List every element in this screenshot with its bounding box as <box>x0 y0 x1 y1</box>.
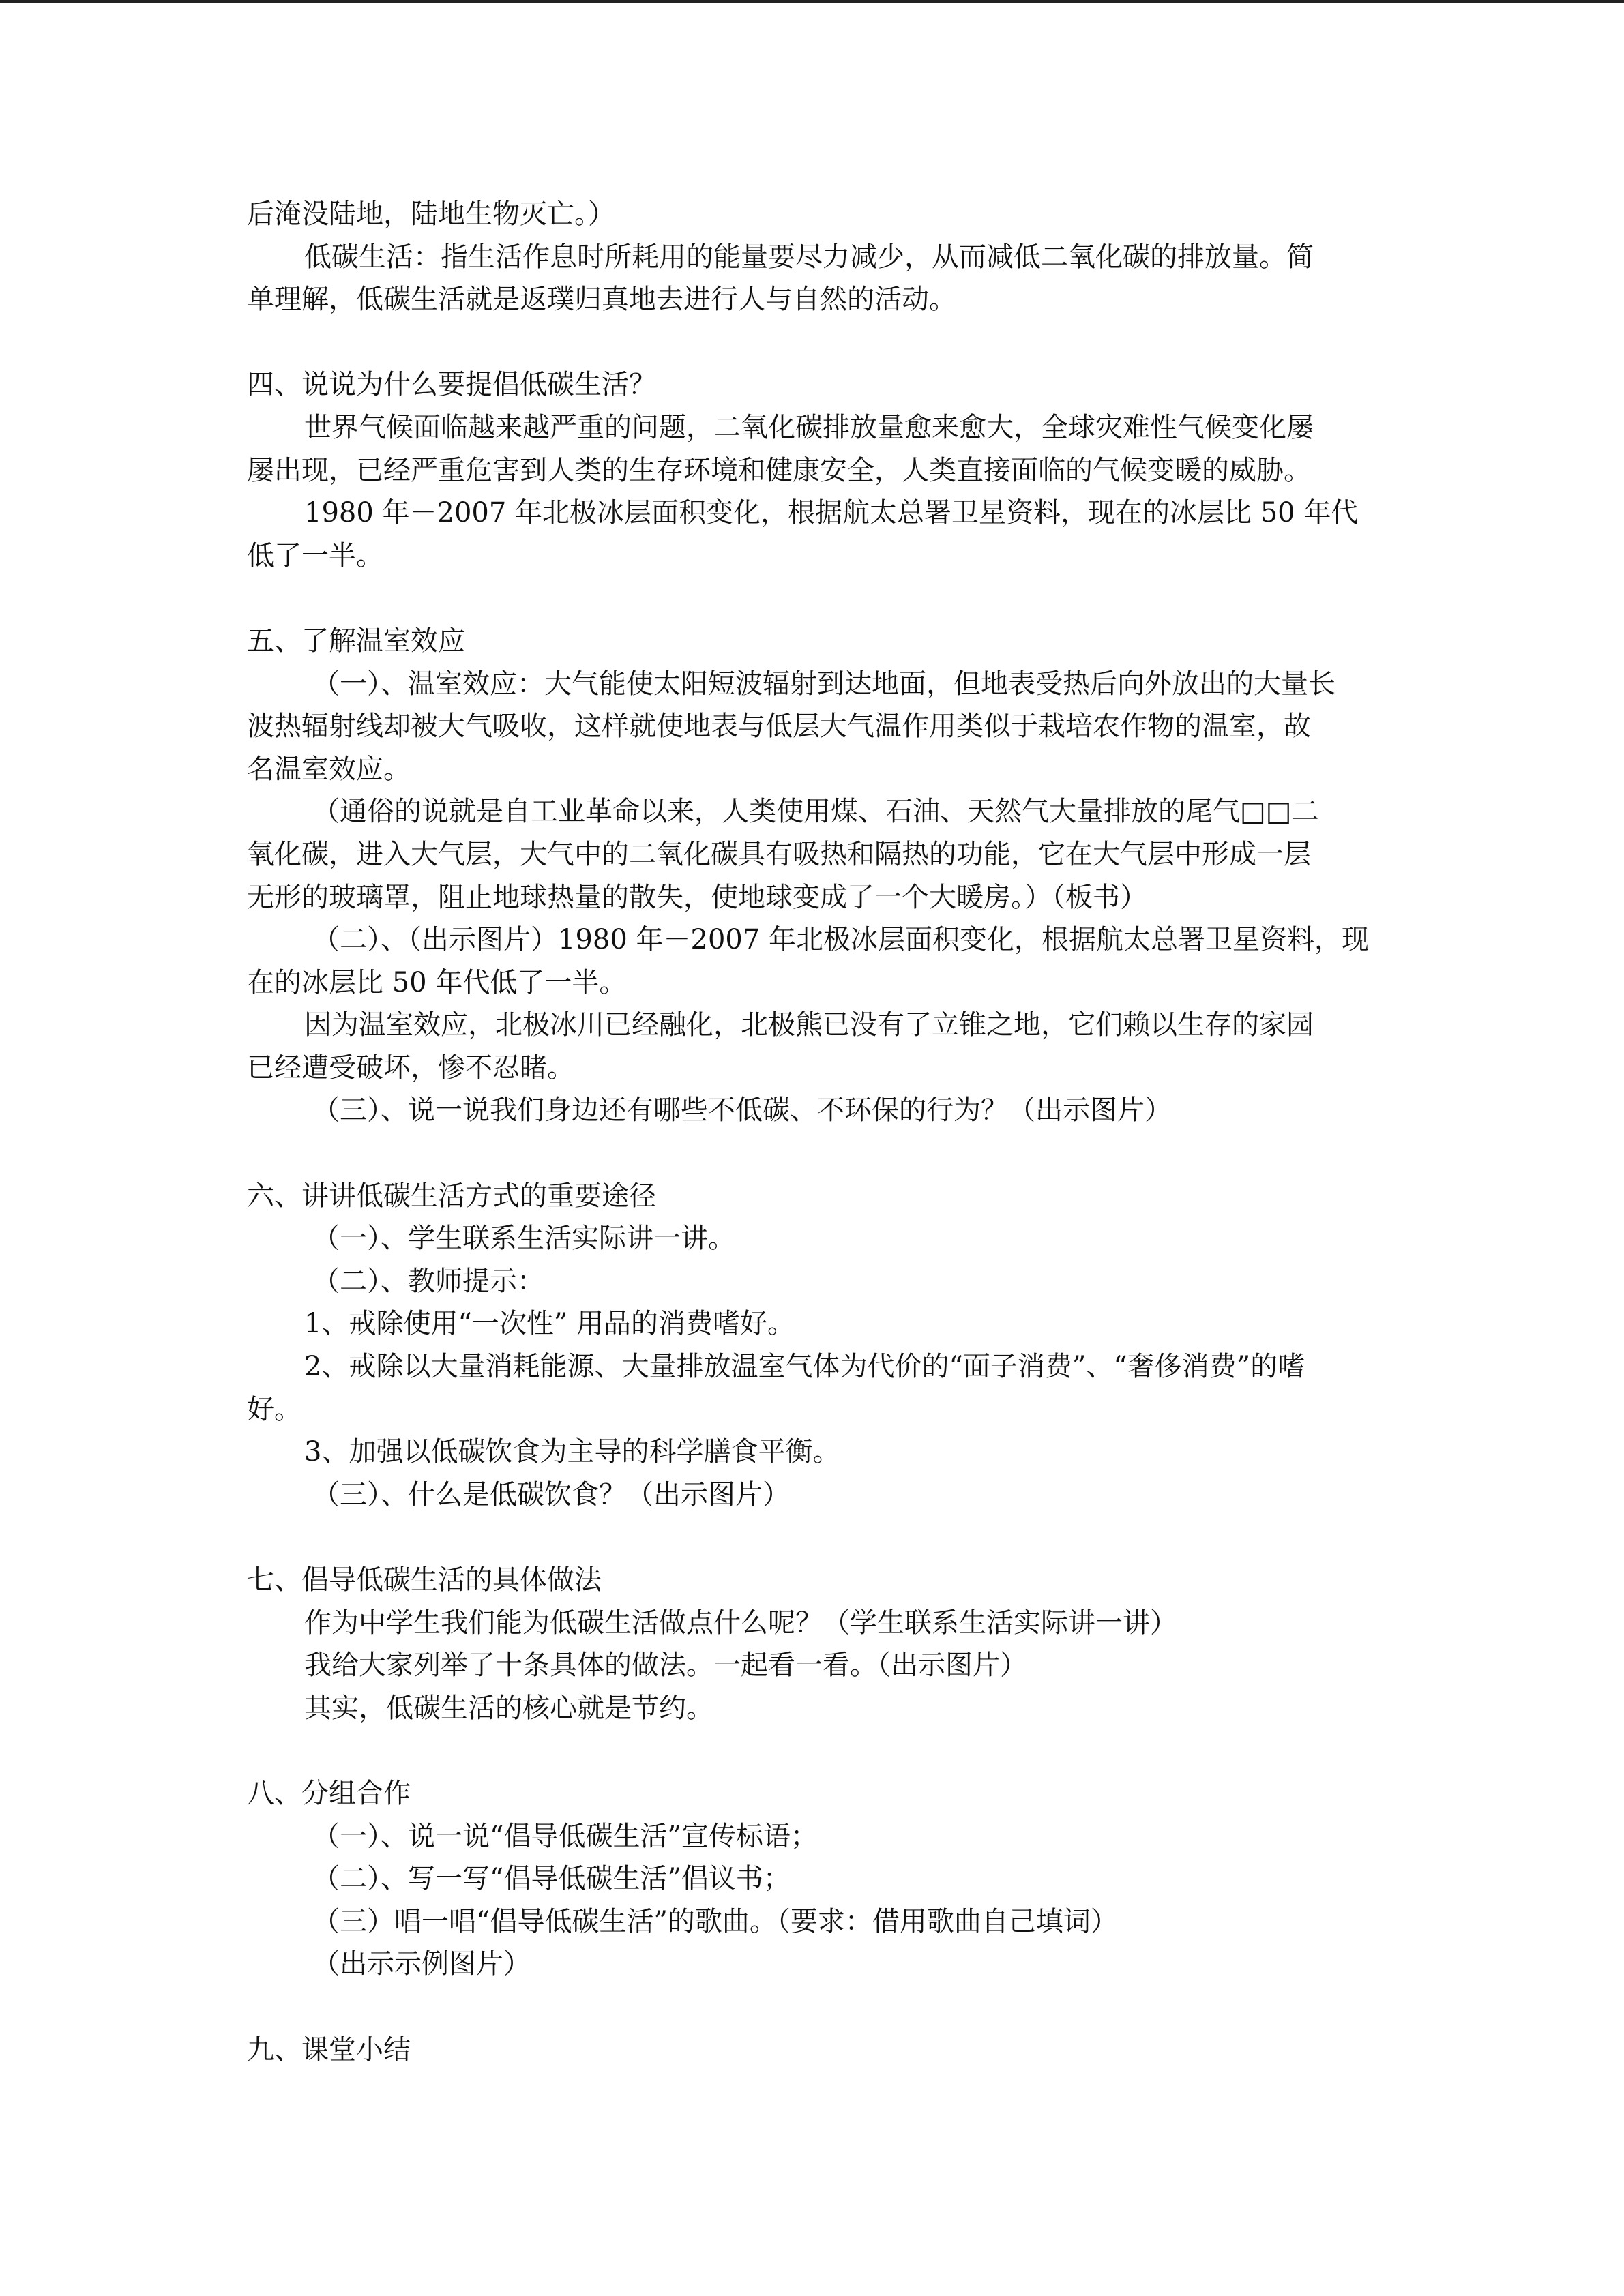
blank-line <box>247 1729 1379 1772</box>
paragraph-line: 我给大家列举了十条具体的做法。一起看一看。（出示图片） <box>304 1650 1027 1682</box>
section-heading: 六、讲讲低碳生活方式的重要途径 <box>247 1180 656 1212</box>
paragraph-line: （一）、学生联系生活实际讲一讲。 <box>312 1223 735 1255</box>
blank-line <box>247 321 1379 364</box>
paragraph-line: （二）、教师提示： <box>312 1265 544 1297</box>
paragraph-line: （二）、（出示图片）1980 年－2007 年北极冰层面积变化，根据航太总署卫星资料，现 <box>312 924 1370 956</box>
paragraph-line: 波热辐射线却被大气吸收，这样就使地表与低层大气温作用类似于栽培农作物的温室，故 <box>247 711 1311 743</box>
paragraph-line: 无形的玻璃罩，阻止地球热量的散失，使地球变成了一个大暖房。）（板书） <box>247 881 1147 913</box>
paragraph-line: 屡出现，已经严重危害到人类的生存环境和健康安全，人类直接面临的气候变暖的威胁。 <box>247 454 1311 486</box>
list-item: （三）唱一唱“倡导低碳生活”的歌曲。（要求：借用歌曲自己填词） <box>312 1905 1118 1937</box>
list-item: 3、加强以低碳饮食为主导的科学膳食平衡。 <box>304 1436 840 1468</box>
paragraph-line: 因为温室效应，北极冰川已经融化，北极熊已没有了立锥之地，它们赖以生存的家园 <box>304 1009 1314 1041</box>
paragraph-line: 氧化碳，进入大气层，大气中的二氧化碳具有吸热和隔热的功能，它在大气层中形成一层 <box>247 838 1311 870</box>
section-heading: 七、倡导低碳生活的具体做法 <box>247 1564 602 1596</box>
paragraph-line: 在的冰层比 50 年代低了一半。 <box>247 966 627 998</box>
blank-line <box>247 1516 1379 1559</box>
paragraph-line: 好。 <box>247 1393 301 1425</box>
list-item: （一）、说一说“倡导低碳生活”宣传标语； <box>312 1820 818 1852</box>
paragraph-line: 低碳生活：指生活作息时所耗用的能量要尽力减少，从而减低二氧化碳的排放量。简 <box>304 241 1314 273</box>
section-heading: 五、了解温室效应 <box>247 625 465 657</box>
paragraph-line: 世界气候面临越来越严重的问题，二氧化碳排放量愈来愈大，全球灾难性气候变化屡 <box>304 411 1314 443</box>
paragraph-line: 名温室效应。 <box>247 753 411 785</box>
section-heading: 九、课堂小结 <box>247 2033 411 2066</box>
paragraph-line: 后淹没陆地，陆地生物灭亡。） <box>247 198 615 230</box>
blank-line <box>247 1986 1379 2029</box>
paragraph-line: （通俗的说就是自工业革命以来，人类使用煤、石油、天然气大量排放的尾气□□二 <box>312 796 1319 828</box>
paragraph-line: 其实，低碳生活的核心就是节约。 <box>304 1692 713 1724</box>
paragraph-line: （三）、说一说我们身边还有哪些不低碳、不环保的行为？（出示图片） <box>312 1094 1172 1127</box>
list-item: 2、戒除以大量消耗能源、大量排放温室气体为代价的“面子消费”、“奢侈消费”的嗜 <box>304 1351 1305 1383</box>
paragraph-line: （三）、什么是低碳饮食？（出示图片） <box>312 1478 790 1510</box>
paragraph-line: （出示示例图片） <box>312 1948 531 1980</box>
paragraph-line: 已经遭受破坏，惨不忍睹。 <box>247 1052 574 1084</box>
paragraph-line: （一）、温室效应：大气能使太阳短波辐射到达地面，但地表受热后向外放出的大量长 <box>312 668 1335 700</box>
list-item: （二）、写一写“倡导低碳生活”倡议书； <box>312 1863 791 1895</box>
document-page <box>247 193 1379 2071</box>
paragraph-line: 1980 年－2007 年北极冰层面积变化，根据航太总署卫星资料，现在的冰层比 50 年代 <box>304 497 1359 529</box>
paragraph-line: 单理解，低碳生活就是返璞归真地去进行人与自然的活动。 <box>247 284 956 316</box>
page-top-border <box>0 0 1624 3</box>
section-heading: 八、分组合作 <box>247 1777 411 1809</box>
blank-line <box>247 577 1379 620</box>
section-heading: 四、说说为什么要提倡低碳生活？ <box>247 369 656 401</box>
paragraph-line: 作为中学生我们能为低碳生活做点什么呢？（学生联系生活实际讲一讲） <box>304 1607 1177 1639</box>
blank-line <box>247 1132 1379 1175</box>
list-item: 1、戒除使用“一次性” 用品的消费嗜好。 <box>304 1308 795 1340</box>
paragraph-line: 低了一半。 <box>247 539 383 571</box>
